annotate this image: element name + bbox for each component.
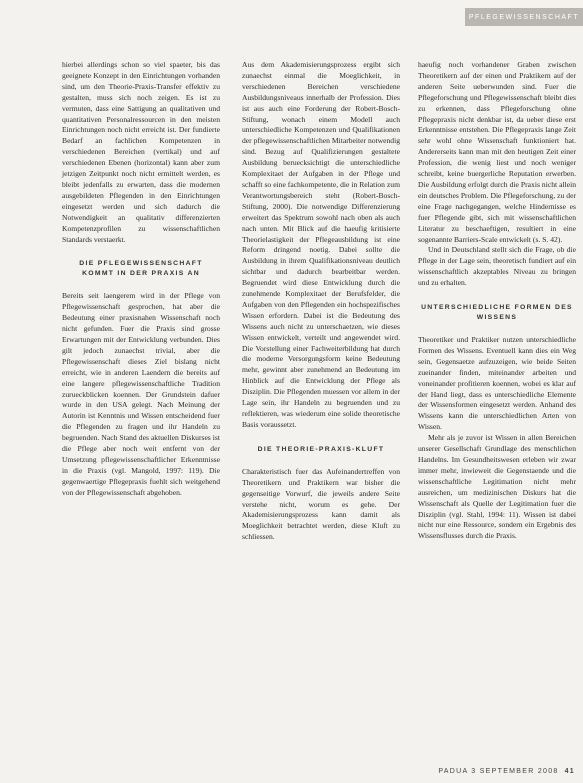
paragraph: hierbei allerdings schon so viel spaeter, bis das geeignete Konzept in den Einrichtungen vorhanden sind, um den Theorie-Praxis-Transfer effektiv zu gestalten, muss sich noch zeigen. Es ist zu vermuten, dass eine Sattigung an qualitativen und quantitativen Personalressourcen in den meisten Einrichtungen noch nicht erreicht ist. Der fundierte Bedarf an fachlichen Kompetenzen in verschiedenen Bereichen (vertikal) und auf verschiedenen Ebenen (horizontal) kann aber zum jetzigen Zeitpunkt noch nicht ermittelt werden, es bleibt jedenfalls zu erwarten, dass die modernen ausgebildeten Pflegenden in den Einrichtungen eingesetzt werden und sich dadurch die Notwendigkeit an qualitativ differenzierten Kompetenzprofilen zu wissenschaftlichen Standards verstaerkt. [62,60,220,244]
text-column-2 [242,60,400,543]
journal-info: PADUA 3 SEPTEMBER 2008 [438,768,559,775]
paragraph: haeufig noch vorhandener Graben zwischen Theoretikern auf der einen und Praktikern auf der anderen Seite ueberwunden sind. Fuer die Pflegeforschung und Pflegewissenschaft bleibt dies zu erkennen, dass Pflegeforschung ohne Pflegepraxis nicht denkbar ist, da ueber diese erst Erkenntnisse entstehen. Die Pflegepraxis lange Zeit sehr wohl ohne Wissenschaft funktioniert hat. Andererseits kann man mit den heutigen Zeit einer Profession, die wenig liest und noch weniger schreibt, keine buergerliche Reputation erwerben. Die Ausbildung erfolgt durch die Praxis nicht allein ein deutsches Problem. Die Pflegeforschung, zu der eine Frage nachgegangen, welche Hindernisse es fuer Pflegende gibt, sich mit wissenschaftlichen Literatur zu beschaeftigen, resultiert in eine sogenannte Barriers-Scale entwickelt (s. S. 42). [418,60,576,244]
page-number: 41 [564,768,575,775]
paragraph: Und in Deutschland stellt sich die Frage, ob die Pflege in der Lage sein, theoretisch fundiert auf ein wissenschaftlich akzeptables Niveau zu bringen und zu erhalten. [418,245,576,288]
paragraph: Mehr als je zuvor ist Wissen in allen Bereichen unserer Gesellschaft Grundlage des menschlichen Handelns. Im Gesundheitswesen erleben wir zwar immer mehr, inwieweit die Gegenstaende und die wissenschaftliche Legitimation nicht mehr ausreichen, um medizinischen Diskurs hat die Wissenschaft als Quelle der Legitimation fuer die Disziplin (vgl. Stahl, 1994: 11). Wissen ist dabei nicht nur eine Ressource, sondern ein Ergebnis des Wissensflusses durch die Praxis. [418,433,576,541]
section-label: PFLEGEWISSENSCHAFT [468,13,580,21]
page-footer [438,768,575,775]
section-heading: DIE THEORIE-PRAXIS-KLUFT [257,445,385,453]
section-header-tab [465,8,583,26]
section-heading: UNTERSCHIEDLICHE FORMEN DES WISSENS [421,304,573,322]
paragraph: Theoretiker und Praktiker nutzen unterschiedliche Formen des Wissens. Eventuell kann dies ein Weg sein, Gegensaetze aufzuzeigen, wie beide Seiten zueinander finden, miteinander arbeiten und voneinander profitieren koennen, wobei es klar auf der Hand liegt, dass es unterschiedliche Elemente der Wissensformen eingesetzt werden. Anhand des Wissens kann die unterschiedlichen Arten von Wissen. [418,335,576,432]
section-heading: DIE PFLEGEWISSENSCHAFT KOMMT IN DER PRAXIS AN [79,260,203,278]
paragraph: Bereits seit laengerem wird in der Pflege von Pflegewissenschaft gesprochen, hat aber die Bedeutung einer praxisnahen Wissenschaft noch nicht gefunden. Fuer die Praxis sind grosse Erwartungen mit der Entwicklung verbunden. Dies gilt jedoch zunaechst trivial, aber die Pflegewissenschaft dieses Ziel bislang nicht erreicht, wie in anderen Laendern die bereits auf eine langere pflegewissenschaftliche Tradition zurueckblicken koennen. Der Grundstein dafuer wurde in den USA gelegt. Nach Meinung der Autorin ist Kenntnis und Wissen entscheidend fuer die Pflegenden zu fragen und ihr Handeln zu begruenden. Nach Stand des aktuellen Diskurses ist die Pflege aber noch weit entfernt von der Umsetzung pflegewissenschaftlicher Erkenntnisse in die Praxis (vgl. Mangold, 1997: 119). Die gegenwaertige Pflegepraxis fuehlt sich weitgehend von der Pflegewissenschaft abgehoben. [62,291,220,497]
text-column-1 [62,60,220,499]
text-column-3 [418,60,576,542]
paragraph: Charakteristisch fuer das Aufeinandertreffen von Theoretikern und Praktikern war bisher die gegenseitige Vorwurf, die jeweils andere Seite verstehe nicht, worum es gehe. Der Akademisierungsprozess kann damit als Moeglichkeit betrachtet werden, diese Kluft zu schliessen. [242,466,400,542]
paragraph: Aus dem Akademisierungsprozess ergibt sich zunaechst einmal die Moeglichkeit, in verschiedenen Bereichen verschiedene Ausbildungsniveaus innerhalb der Profession. Dies ist aus auch eine Forderung der Robert-Bosch-Stiftung, wonach einem Modell auch unterschiedliche Kompetenzen und Qualifikationen der pflegewissenschaftlichen Mitarbeiter notwendig sind. Bezug auf Qualifizierungen gestaltete Ausbildung beruecksichtigt die unterschiedliche Komplexitaet der Aufgaben in der Pflege und schafft so eine fachkompetente, die in Relation zum Verantwortungsbereich steht (Robert-Bosch-Stiftung, 2000). Die notwendige Differenzierung erweitert das Spektrum sowohl nach oben als auch nach unten. Mit Blick auf die haeufig kritisierte Theorielastigkeit der Pflegeausbildung ist eine Reform dringend noetig. Dabei sollte die Ausbildung in ihrem Qualifikationsniveau deutlich sichtbar und dadurch bearbeitbar werden. Begruendet wird diese Entwicklung durch die zunehmende Komplexitaet der Berufsfelder, die Aufgaben von den Pflegenden ein hochspezifisches Wissen erfordern. Dabei ist die Bedeutung des Wissens auch nicht zu unterschaetzen, wie dieses Wissen entwickelt, verteilt und angewendet wird. Die Vorstellung einer Fachweiterbildung hat durch die moderne Versorgungsform keine Bedeutung mehr, gewinnt aber zunehmend an Bedeutung im Hinblick auf die Entwicklung der Pflege als Disziplin. Die Pflegenden muessen vor allem in der Lage sein, ihr Handeln zu begruenden und zu reflektieren, was wiederum eine solide theoretische Basis voraussetzt. [242,60,400,429]
